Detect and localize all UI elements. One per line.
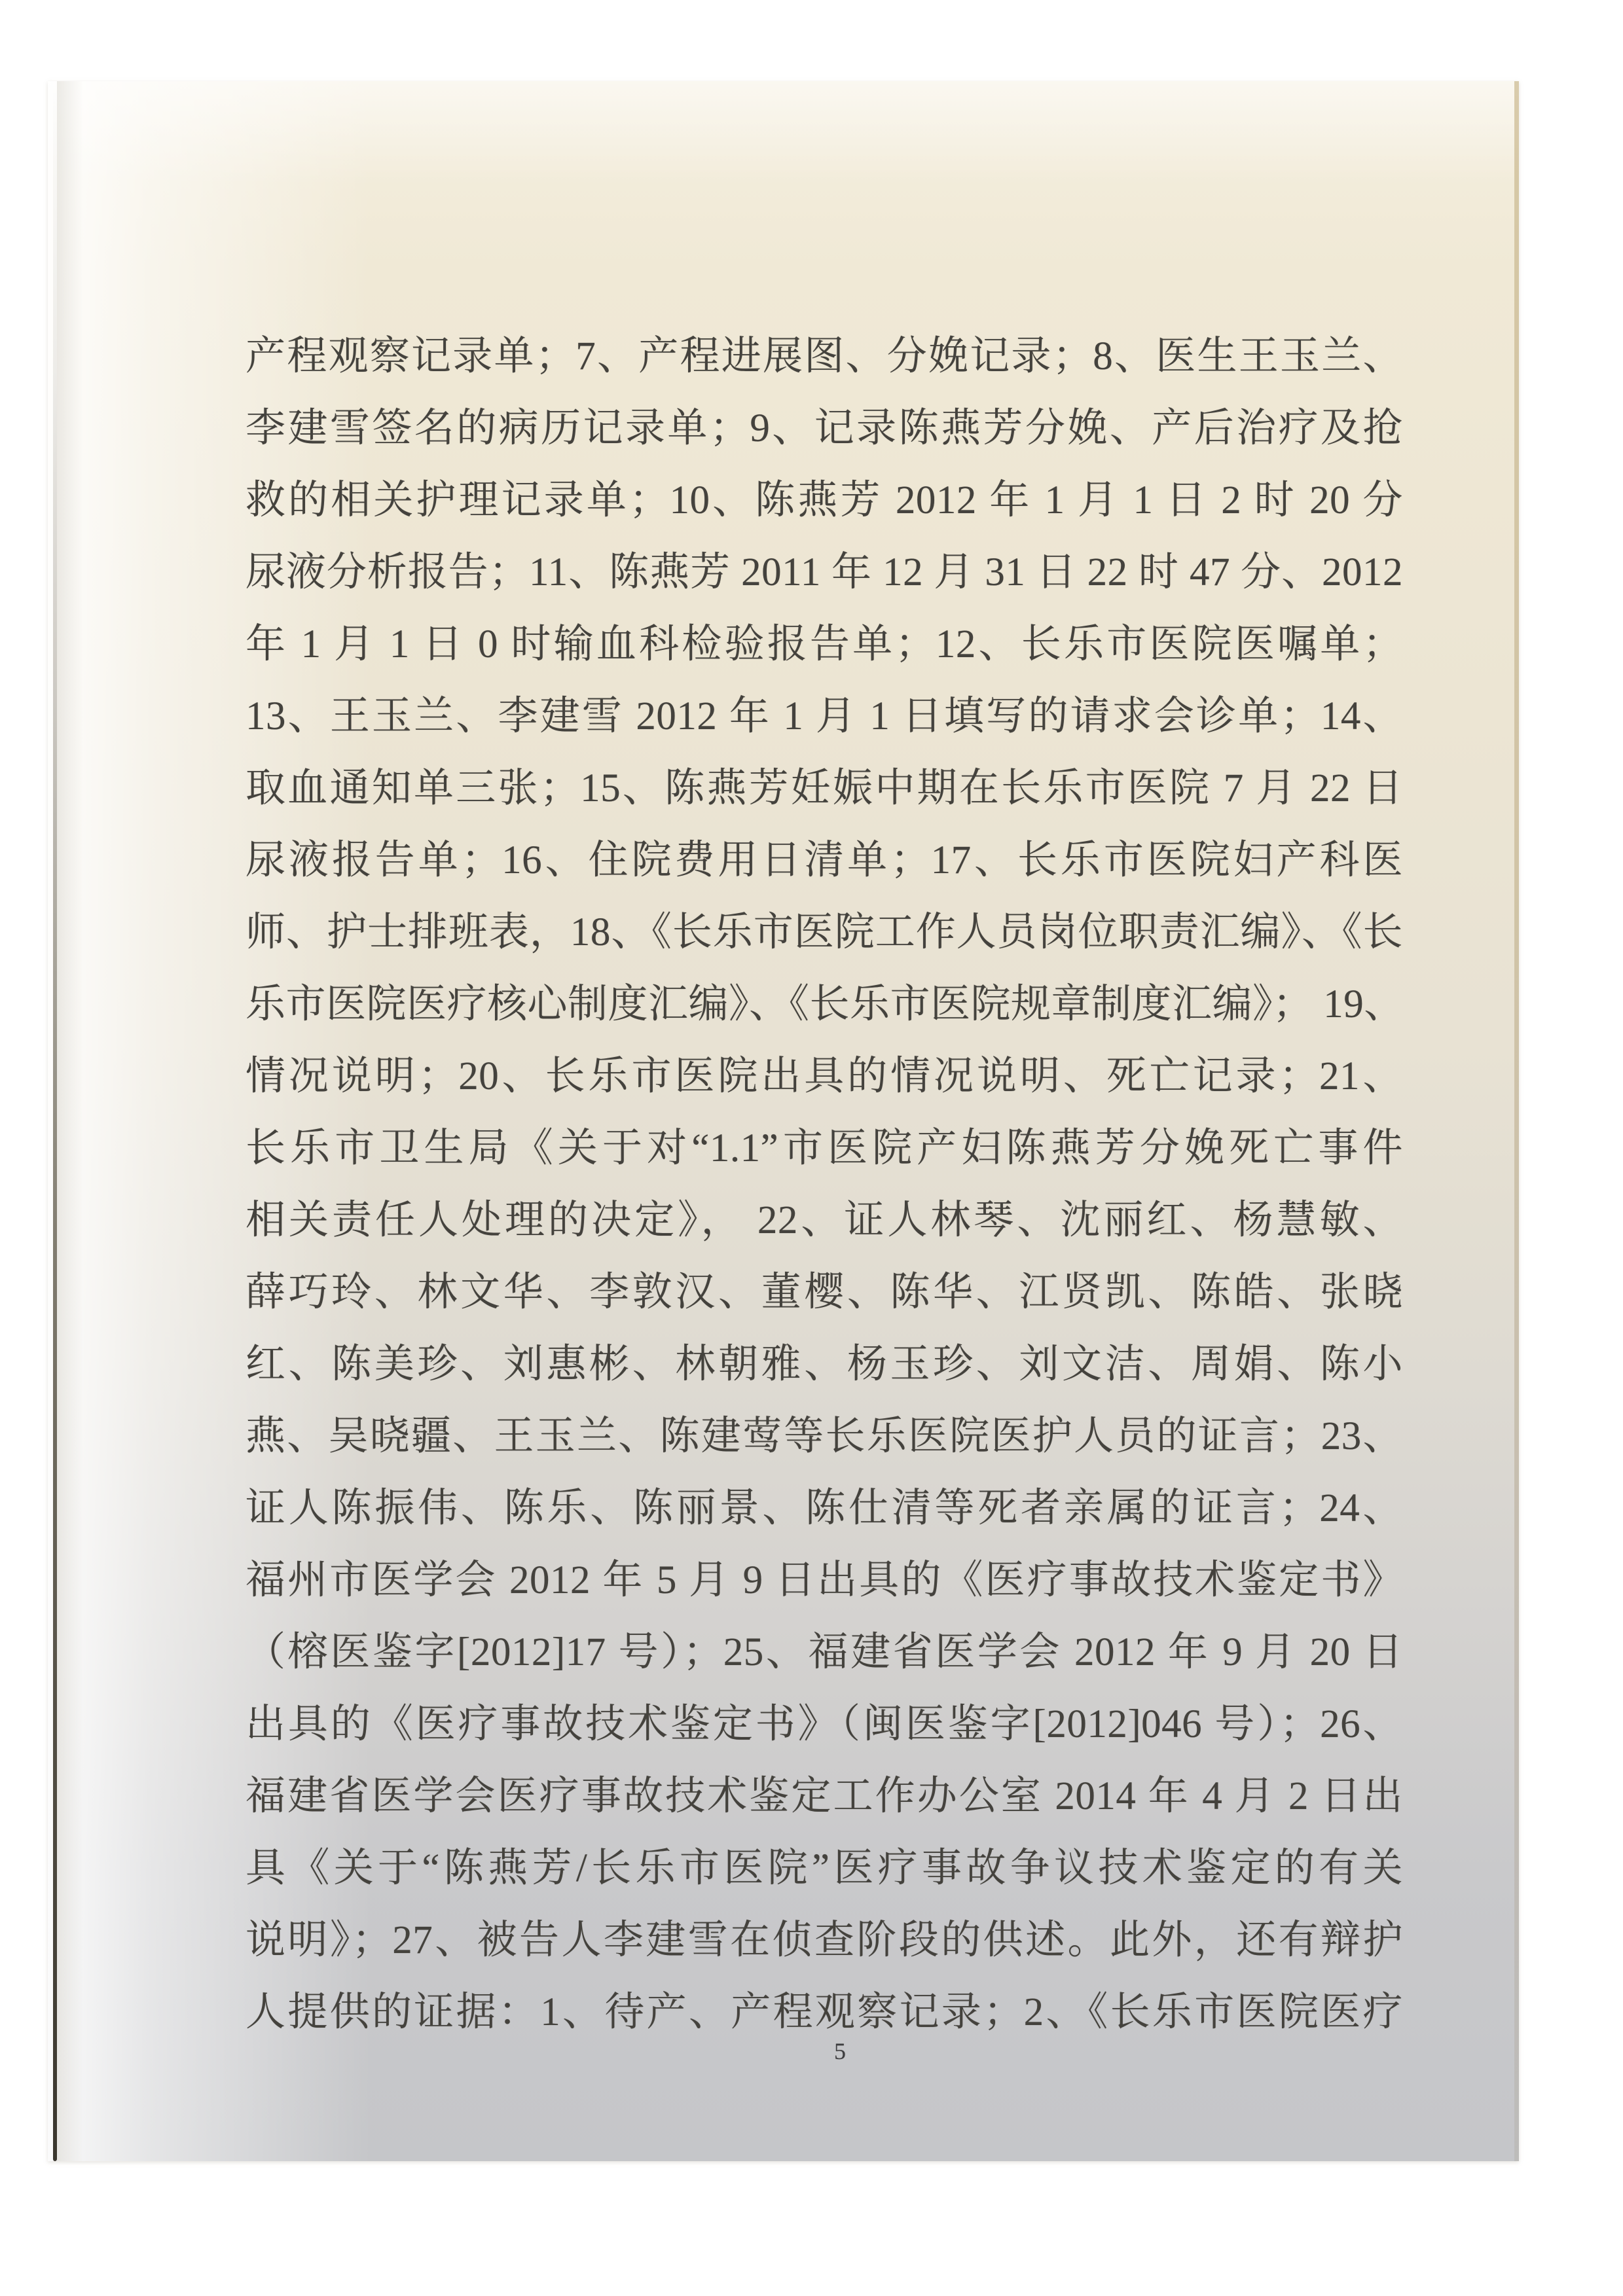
page-left-shadow [57, 81, 83, 2161]
text-line-13: 相关责任人处理的决定》， 22、证人林琴、沈丽红、杨慧敏、 [246, 1198, 1403, 1242]
document-text-block [246, 321, 1403, 2049]
text-line-3: 救的相关护理记录单；10、陈燕芳 2012 年 1 月 1 日 2 时 20 分 [246, 478, 1403, 522]
text-line-16: 燕、吴晓疆、王玉兰、陈建莺等长乐医院医护人员的证言；23、 [246, 1414, 1403, 1458]
text-line-15: 红、陈美珍、刘惠彬、林朝雅、杨玉珍、刘文洁、周娟、陈小 [246, 1342, 1403, 1386]
text-line-14: 薛巧玲、林文华、李敦汉、董樱、陈华、江贤凯、陈皓、张晓 [246, 1270, 1403, 1314]
page-cut-edge [1514, 81, 1519, 2161]
text-line-7: 取血通知单三张；15、陈燕芳妊娠中期在长乐市医院 7 月 22 日 [246, 766, 1403, 810]
text-line-9: 师、护士排班表，18、《长乐市医院工作人员岗位职责汇编》、《长 [246, 910, 1403, 954]
text-line-18: 福州市医学会 2012 年 5 月 9 日出具的《医疗事故技术鉴定书》 [246, 1558, 1403, 1602]
text-line-20: 出具的《医疗事故技术鉴定书》（闽医鉴字[2012]046 号）；26、 [246, 1702, 1403, 1746]
document-page [48, 81, 1519, 2161]
text-line-4: 尿液分析报告；11、陈燕芳 2011 年 12 月 31 日 22 时 47 分、2012 [246, 550, 1403, 594]
text-line-8: 尿液报告单；16、住院费用日清单；17、长乐市医院妇产科医 [246, 838, 1403, 882]
text-line-11: 情况说明；20、长乐市医院出具的情况说明、死亡记录；21、 [246, 1054, 1403, 1098]
text-line-1: 产程观察记录单；7、产程进展图、分娩记录；8、医生王玉兰、 [246, 334, 1403, 378]
text-line-19: （榕医鉴字[2012]17 号）；25、福建省医学会 2012 年 9 月 20 日 [246, 1630, 1403, 1674]
text-line-24: 人提供的证据：1、待产、产程观察记录；2、《长乐市医院医疗 [246, 1990, 1403, 2034]
text-line-23: 说明》；27、被告人李建雪在侦查阶段的供述。此外，还有辩护 [246, 1918, 1403, 1962]
text-line-17: 证人陈振伟、陈乐、陈丽景、陈仕清等死者亲属的证言；24、 [246, 1486, 1403, 1530]
text-line-12: 长乐市卫生局《关于对“1.1”市医院产妇陈燕芳分娩死亡事件 [246, 1126, 1403, 1170]
text-line-2: 李建雪签名的病历记录单；9、记录陈燕芳分娩、产后治疗及抢 [246, 406, 1403, 450]
text-line-22: 具《关于“陈燕芳/长乐市医院”医疗事故争议技术鉴定的有关 [246, 1846, 1403, 1890]
text-line-5: 年 1 月 1 日 0 时输血科检验报告单；12、长乐市医院医嘱单； [246, 622, 1403, 666]
page-number: 5 [834, 2038, 846, 2064]
page-binding-edge [53, 81, 57, 2161]
text-line-10: 乐市医院医疗核心制度汇编》、《长乐市医院规章制度汇编》； 19、 [246, 982, 1404, 1026]
text-line-21: 福建省医学会医疗事故技术鉴定工作办公室 2014 年 4 月 2 日出 [246, 1774, 1403, 1818]
text-line-6: 13、王玉兰、李建雪 2012 年 1 月 1 日填写的请求会诊单；14、 [246, 694, 1403, 738]
